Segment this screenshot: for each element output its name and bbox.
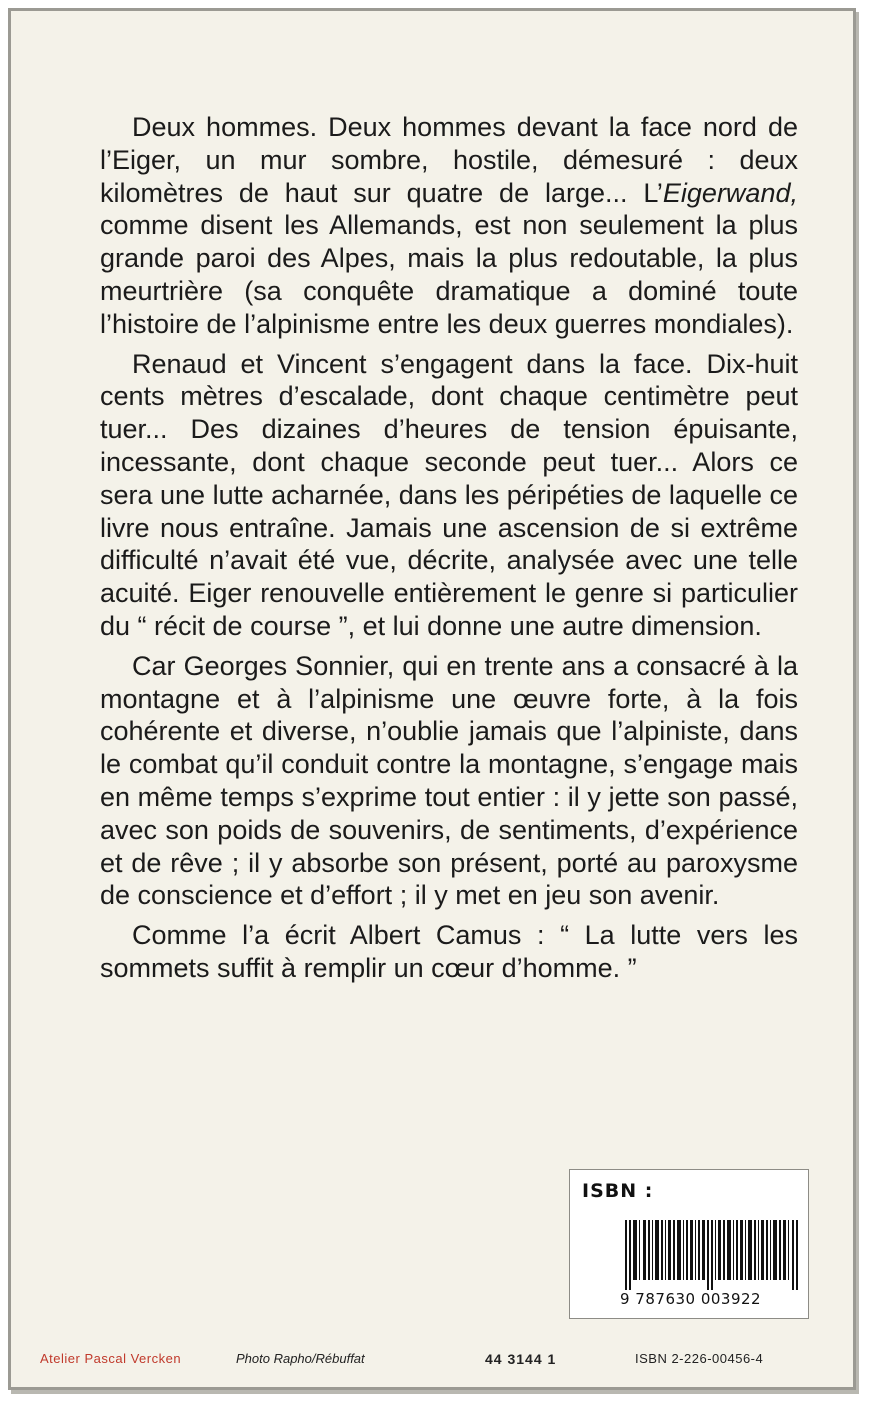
isbn-number: ISBN 2-226-00456-4 xyxy=(635,1351,764,1366)
blurb-paragraph-2: Renaud et Vincent s’engagent dans la face. Dix-huit cents mètres d’escalade, dont chaque centimètre peut tuer... Des dizaines d’heures de tension épuisante, incessante, dont chaque seconde peut tuer... Alors ce sera une lutte acharnée, dans les péripéties de laquelle ce livre nous entraîne. Jamais une ascension de si extrême difficulté n’avait été vue, décrite, analysée avec une telle acuité. Eiger renouvelle entièrement le genre si particulier du “ récit de course ”, et lui donne une autre dimension. xyxy=(100,348,798,641)
isbn-barcode-label xyxy=(569,1169,809,1319)
credit-atelier: Atelier Pascal Vercken xyxy=(40,1351,182,1366)
barcode-icon xyxy=(625,1220,801,1290)
blurb-paragraph-3: Car Georges Sonnier, qui en trente ans a consacré à la montagne et à l’alpinisme une œuvre forte, à la fois cohérente et diverse, n’oublie jamais que l’alpiniste, dans le combat qu’il conduit contre la montagne, s’engage mais en même temps s’exprime tout entier : il y jette son passé, avec son poids de souvenirs, de sentiments, d’expérience et de rêve ; il y absorbe son présent, porté au paroxysme de conscience et d’effort ; il y met en jeu son avenir. xyxy=(100,650,798,911)
barcode-digits: 9 787630 003922 xyxy=(620,1290,762,1308)
isbn-label-title: ISBN : xyxy=(582,1180,654,1202)
italic-eigerwand: Eigerwand, xyxy=(662,177,798,208)
blurb-paragraph-4: Comme l’a écrit Albert Camus : “ La lutte vers les sommets suffit à remplir un cœur d’homme. ” xyxy=(100,920,798,983)
blurb-text xyxy=(100,111,798,992)
catalog-number: 44 3144 1 xyxy=(485,1351,557,1367)
book-back-cover xyxy=(8,8,856,1390)
credit-photo: Photo Rapho/Rébuffat xyxy=(236,1351,365,1366)
blurb-paragraph-1: Deux hommes. Deux hommes devant la face nord de l’Eiger, un mur sombre, hostile, démesuré : deux kilomètres de haut sur quatre de large... L’Eigerwand, comme disent les Allemands, est non seulement la plus grande paroi des Alpes, mais la plus redoutable, la plus meurtrière (sa conquête dramatique a dominé toute l’histoire de l’alpinisme entre les deux guerres mondiales). xyxy=(100,112,798,339)
